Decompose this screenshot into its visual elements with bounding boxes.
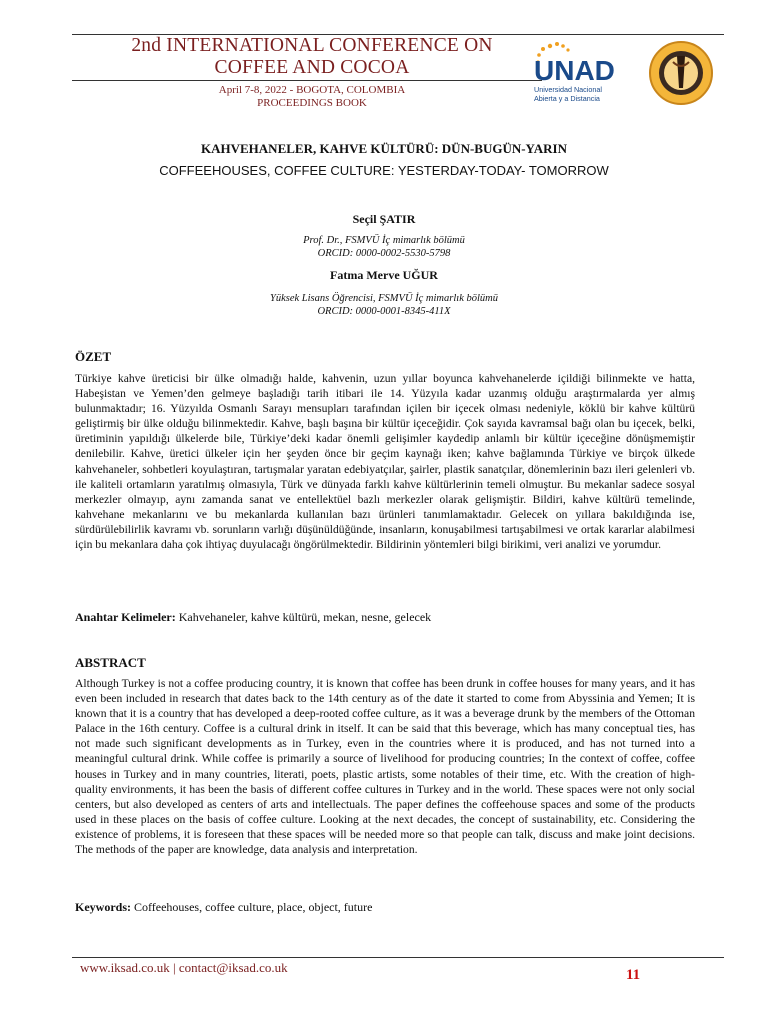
unad-logo-line2: Abierta y a Distancia	[534, 94, 600, 103]
author-affiliation: Prof. Dr., FSMVÜ İç mimarlık bölümü	[303, 235, 465, 246]
keywords	[75, 900, 695, 915]
footer-links[interactable]: www.iksad.co.uk | contact@iksad.co.uk	[80, 960, 288, 975]
conference-title-line1: 2nd INTERNATIONAL CONFERENCE ON	[131, 35, 493, 56]
unad-logo-wordmark: UNAD	[534, 55, 615, 86]
author-orcid: ORCID: 0000-0001-8345-411X	[317, 306, 451, 317]
anahtar-kelimeler-label: Anahtar Kelimeler:	[75, 610, 176, 624]
proceedings-book-label: PROCEEDINGS BOOK	[257, 96, 367, 109]
conference-date-place: April 7-8, 2022 - BOGOTA, COLOMBIA	[218, 84, 406, 96]
anahtar-kelimeler	[75, 610, 695, 625]
conference-subtitle	[72, 84, 552, 109]
keywords-label: Keywords:	[75, 900, 131, 914]
page-number: 11	[626, 967, 641, 983]
abstract-paragraph: Although Turkey is not a coffee producing country, it is known that coffee has been drunk in coffee houses for many years, and it has even been included in research that dates back to the 14th century as of the date it started to come from Abyssinia and Yemen; It is known that it is a country that has developed a deep-rooted coffee culture, as it was a beverage drunk by the members of the Ottoman Palace in the 16th century. Coffee is a cultural drink in itself. It can be said that this beverage, which has many conceptual ties, has not made such significant developments as in Turkey, even in the countries where it is produced, and has not turned into a meaningful cultural drink. While coffee is primarily a source of livelihood for producing countries; In the context of coffee, coffee houses in Turkey and in many countries, literati, poets, plastic artists, some notables of their time, etc. With the creation of high-quality environments, it has been the basis of different coffee cultures in Turkey and in the world. These spaces were not only social centers, but also developed as centers of arts and intellectuals. The paper defines the coffeehouse spaces and some of the products used in these places on the basis of coffee culture. Looking at the next decades, the concept of sustainability, etc. Considering the existence of problems, it is foreseen that these spaces will be needed more so that people can talk, discuss and make joint decisions. The methods of the paper are knowledge, data analysis and interpretation.	[75, 677, 695, 857]
author-affiliation: Yüksek Lisans Öğrencisi, FSMVÜ İç mimarlık bölümü	[270, 293, 498, 304]
author-name: Seçil ŞATIR	[352, 212, 416, 226]
ozet-paragraph: Türkiye kahve üreticisi bir ülke olmadığı halde, kahvenin, uzun yıllar boyunca kahvehanelerde içildiği bilinmekte ve hatta, Habeşistan ve Yemen’den gelmeye başladığı tarih itibari ile 14. Yüzyıla kadar uzanmış olduğu araştırmalarda yer almış bulunmaktadır; 16. Yüzyılda Osmanlı Sarayı mensupları tarafından içilen bir içecek olması nedeniyle, köklü bir kahve kültürü geliştirmiş bir ülke olduğu bilinmektedir. Kahve, başlı başına bir kültür içeceğidir. Çok sayıda kavramsal bağı olan bu içecek, belki, üretiminin yapıldığı ülkelerde bile, Türkiye’deki kadar önemli gelişimler kaydedip anlamlı bir kültür içeceğine dönüşmemiştir denilebilir. Kahve, üretici ülkeler için her şeyden önce bir geçim kaynağı iken; kahve bağlamında Türkiye ve birçok ülkede kahvehaneler, sohbetleri koyulaştıran, tartışmalar yaratan edebiyatçılar, şairler, plastik sanatçılar, dönemlerinin bazı ileri gelenleri vb. ile kaliteli ortamların yaratılmış olmasıyla, Türk ve dünyada farklı kahve kültürlerinin temeli olmuştur. Bu mekanlar sadece sosyal merkezler olmayıp, aynı zamanda sanat ve entellektüel bazlı merkezler olarak gelişmiştir. Bildiri, kahve kültürü temelinde, kahvehane mekanlarını ve bu mekanlarda kullanılan bazı ürünleri tanımlamaktadır. Gelecek on yıllara bakıldığında ise, sürdürülebilirlik kavramı vb. sorunların varlığı düşünüldüğünde, insanların, konuşabilmesi tartışabilmesi ve ortak kararlar alabilmesi için bu mekanlara daha çok ihtiyaç duyulacağı öngörülmektedir. Bildirinin yöntemleri bilgi birikimi, veri analizi ve yorumdur.	[75, 372, 695, 552]
paper-title-english: COFFEEHOUSES, COFFEE CULTURE: YESTERDAY-TODAY- TOMORROW	[159, 163, 609, 178]
anahtar-kelimeler-text: Kahvehaneler, kahve kültürü, mekan, nesne, gelecek	[175, 610, 432, 624]
conference-title	[72, 35, 552, 79]
keywords-text: Coffeehouses, coffee culture, place, object, future	[131, 900, 373, 914]
author-orcid: ORCID: 0000-0002-5530-5798	[317, 248, 451, 259]
abstract-heading: ABSTRACT	[75, 655, 146, 670]
conference-title-line2: COFFEE AND COCOA	[214, 57, 410, 78]
conference-seal-logo	[648, 40, 714, 106]
ozet-heading: ÖZET	[75, 349, 112, 364]
unad-logo	[530, 40, 625, 110]
author-name: Fatma Merve UĞUR	[330, 268, 438, 282]
header-bottom-rule	[72, 80, 542, 81]
footer-rule	[72, 957, 724, 958]
unad-logo-graphic	[530, 40, 625, 110]
paper-title-turkish: KAHVEHANELER, KAHVE KÜLTÜRÜ: DÜN-BUGÜN-YARIN	[201, 141, 567, 156]
conference-seal-graphic	[648, 40, 714, 106]
unad-logo-line1: Universidad Nacional	[534, 85, 602, 94]
